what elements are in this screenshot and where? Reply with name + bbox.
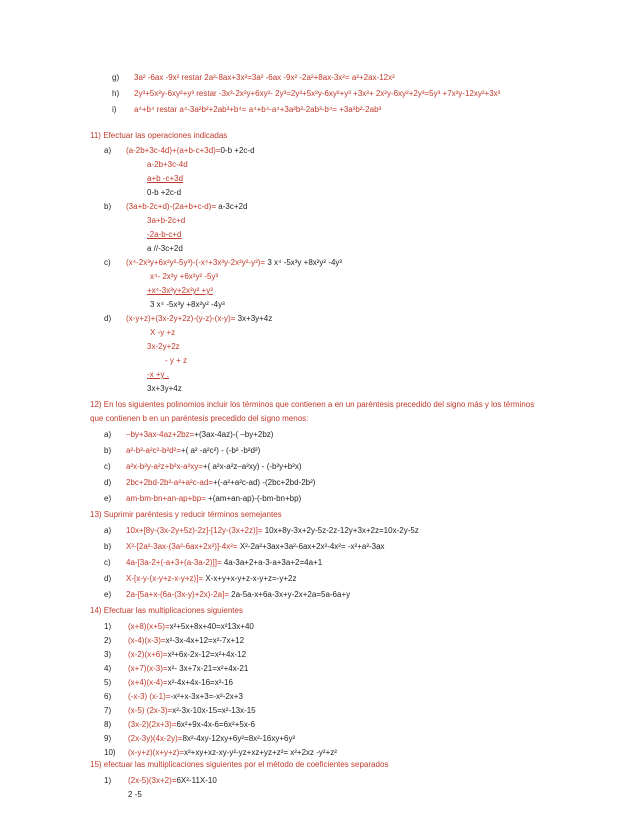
section-13-title: 13) Suprimir paréntesis y reducir términos semejantes bbox=[90, 510, 282, 519]
item-i-text: a⁴+b⁴ restar a⁴-3a²b²+2ab³+b⁴= a⁴+b⁴-a⁴+3a²b²-2ab³-b⁴= +3a²b²-2ab³ bbox=[134, 105, 382, 114]
s11-d-work-1: X -y +z bbox=[150, 328, 176, 337]
section-12-title-1: 12) En los siguientes polinomios incluir los términos que contienen a en un paréntesis precedido del signo más y los términos bbox=[90, 400, 535, 409]
s14-item: 8) (3x-2)(2x+3)=6x²+9x-4x-6=6x²+5x-6 bbox=[104, 720, 255, 729]
s11-b: b) (3a+b-2c+d)-(2a+b+c-d)= a-3c+2d bbox=[104, 202, 248, 211]
s11-c-work-3: 3 x⁴ -5x³y +8x²y² -4y³ bbox=[150, 300, 225, 309]
section-12-title-2: que contienen b en un paréntesis precedido del signo menos: bbox=[90, 414, 309, 423]
item-h: h) 2y³+5x²y-6xy²+y³ restar -3x³-2x²y+6xy²- 2y³=2y³+5x²y-6xy²+y³ +3x³+ 2x²y-6xy²+2y³=5y³ +7x²y-12xy²+3x³ bbox=[112, 89, 501, 98]
section-14-title: 14) Efectuar las multiplicaciones siguientes bbox=[90, 606, 243, 615]
s12-item: a) –by+3ax-4az+2bz=+(3ax-4az)-( –by+2bz) bbox=[104, 430, 274, 439]
s11-a-work-2: a+b -c+3d bbox=[147, 174, 184, 183]
s13-item: d) X-[x-y-(x-y+z-x-y+z)]= X-x+y+x-y+z-x-y+z=-y+2z bbox=[104, 574, 297, 583]
section-11-title: 11) Efectuar las operaciones indicadas bbox=[90, 131, 228, 140]
s13-item: b) X²-[2a²-3ax-(3a²-6ax+2x²)]-4x²= X²-2a²+3ax+3a²-6ax+2x²-4x²= -x²+a²-3ax bbox=[104, 542, 385, 551]
item-g-text: 3a² -6ax -9x² restar 2a²-8ax+3x²=3a² -6ax -9x² -2a²+8ax-3x²= a²+2ax-12x² bbox=[134, 73, 395, 82]
s14-item: 1) (x+8)(x+5)=x²+5x+8x+40=x²13x+40 bbox=[104, 622, 254, 631]
s12-item: b) a²-b²-a²c²-b²d²=+( a² -a²c²) - (-b² -b²d²) bbox=[104, 446, 261, 455]
item-g: g) 3a² -6ax -9x² restar 2a²-8ax+3x²=3a² -6ax -9x² -2a²+8ax-3x²= a²+2ax-12x² bbox=[112, 73, 395, 82]
s14-item: 9) (2x-3y)(4x-2y)=8x²-4xy-12xy+6y²=8x²-16xy+6y² bbox=[104, 734, 296, 743]
s14-item: 3) (x-2)(x+6)=x²+6x-2x-12=x²+4x-12 bbox=[104, 650, 247, 659]
section-15-title: 15) efectuar las multiplicaciones siguientes por el método de coeficientes separados bbox=[90, 760, 389, 769]
s14-item: 4) (x+7)(x-3)=x²- 3x+7x-21=x²+4x-21 bbox=[104, 664, 249, 673]
s12-item: d) 2bc+2bd-2b²-a²+a²c-ad=+(-a²+a²c-ad) -(2bc+2bd-2b²) bbox=[104, 478, 316, 487]
s14-item: 10) (x-y+z)(x+y+z)=x²+xy+xz-xy-y²-yz+xz+yz+z²= x²+2xz -y²+z² bbox=[104, 748, 337, 757]
s11-c-work-1: x⁴- 2x³y +6x²y² -5y³ bbox=[150, 272, 219, 281]
s11-c: c) (x⁴-2x³y+6x²y²-5y³)-(-x⁴+3x³y-2x²y²-y³)= 3 x⁴ -5x³y +8x²y² -4y³ bbox=[104, 258, 343, 267]
s14-item: 5) (x+4)(x-4)=x²-4x+4x-16=x²-16 bbox=[104, 678, 233, 687]
s11-c-work-2: +x⁴-3x³y+2x²y² +y³ bbox=[147, 286, 213, 295]
s15-work-1: 2 -5 bbox=[128, 790, 142, 799]
s14-item: 7) (x-5) (2x-3)=x²-3x-10x-15=x²-13x-15 bbox=[104, 706, 256, 715]
s11-d-work-3: - y + z bbox=[165, 356, 188, 365]
s15-item-1: 1) (2x-5)(3x+2)=6X²-11X-10 bbox=[104, 776, 217, 785]
s11-d-work-2: 3x-2y+2z bbox=[147, 342, 180, 351]
s12-item: c) a²x-b²y-a²z+b²x-a²xy=+( a²x-a²z–a²xy) - (-b²y+b²x) bbox=[104, 462, 302, 471]
s12-item: e) am-bm-bn+an-ap+bp= +(am+an-ap)-(-bm-bn+bp) bbox=[104, 494, 302, 503]
s11-a-work-1: a-2b+3c-4d bbox=[147, 160, 188, 169]
s11-b-work-3: a //-3c+2d bbox=[147, 244, 183, 253]
s11-d-work-4: -x +y . bbox=[147, 370, 170, 379]
s11-b-work-2: -2a-b-c+d bbox=[147, 230, 182, 239]
item-h-text: 2y³+5x²y-6xy²+y³ restar -3x³-2x²y+6xy²- 2y³=2y³+5x²y-6xy²+y³ +3x³+ 2x²y-6xy²+2y³=5y³ +7x²y-12xy²+3x³ bbox=[134, 89, 501, 98]
s11-d-work-5: 3x+3y+4z bbox=[147, 384, 182, 393]
item-i: i) a⁴+b⁴ restar a⁴-3a²b²+2ab³+b⁴= a⁴+b⁴-a⁴+3a²b²-2ab³-b⁴= +3a²b²-2ab³ bbox=[112, 105, 382, 114]
s13-item: c) 4a-[3a-2+(-a+3+(a-3a-2)]]= 4a-3a+2+a-3-a+3a+2=4a+1 bbox=[104, 558, 323, 567]
s13-item: a) 10x+[8y-(3x-2y+5z)-2z]-[12y-(3x+2z)]= 10x+8y-3x+2y-5z-2z-12y+3x+2z=10x-2y-5z bbox=[104, 526, 419, 535]
s14-item: 6) (-x-3) (x-1)=-x²+x-3x+3=-x²-2x+3 bbox=[104, 692, 243, 701]
s11-b-work-1: 3a+b-2c+d bbox=[147, 216, 186, 225]
s11-a: a) (a-2b+3c-4d)+(a+b-c+3d)=0-b +2c-d bbox=[104, 146, 255, 155]
s11-a-work-3: 0-b +2c-d bbox=[147, 188, 182, 197]
s14-item: 2) (x-4)(x-3)=x²-3x-4x+12=x²-7x+12 bbox=[104, 636, 245, 645]
s11-d: d) (x-y+z)+(3x-2y+2z)-(y-z)-(x-y)= 3x+3y+4z bbox=[104, 314, 273, 323]
s13-item: e) 2a-[5a+x-(6a-(3x-y)+2x)-2a]= 2a-5a-x+6a-3x+y-2x+2a=5a-6a+y bbox=[104, 590, 351, 599]
